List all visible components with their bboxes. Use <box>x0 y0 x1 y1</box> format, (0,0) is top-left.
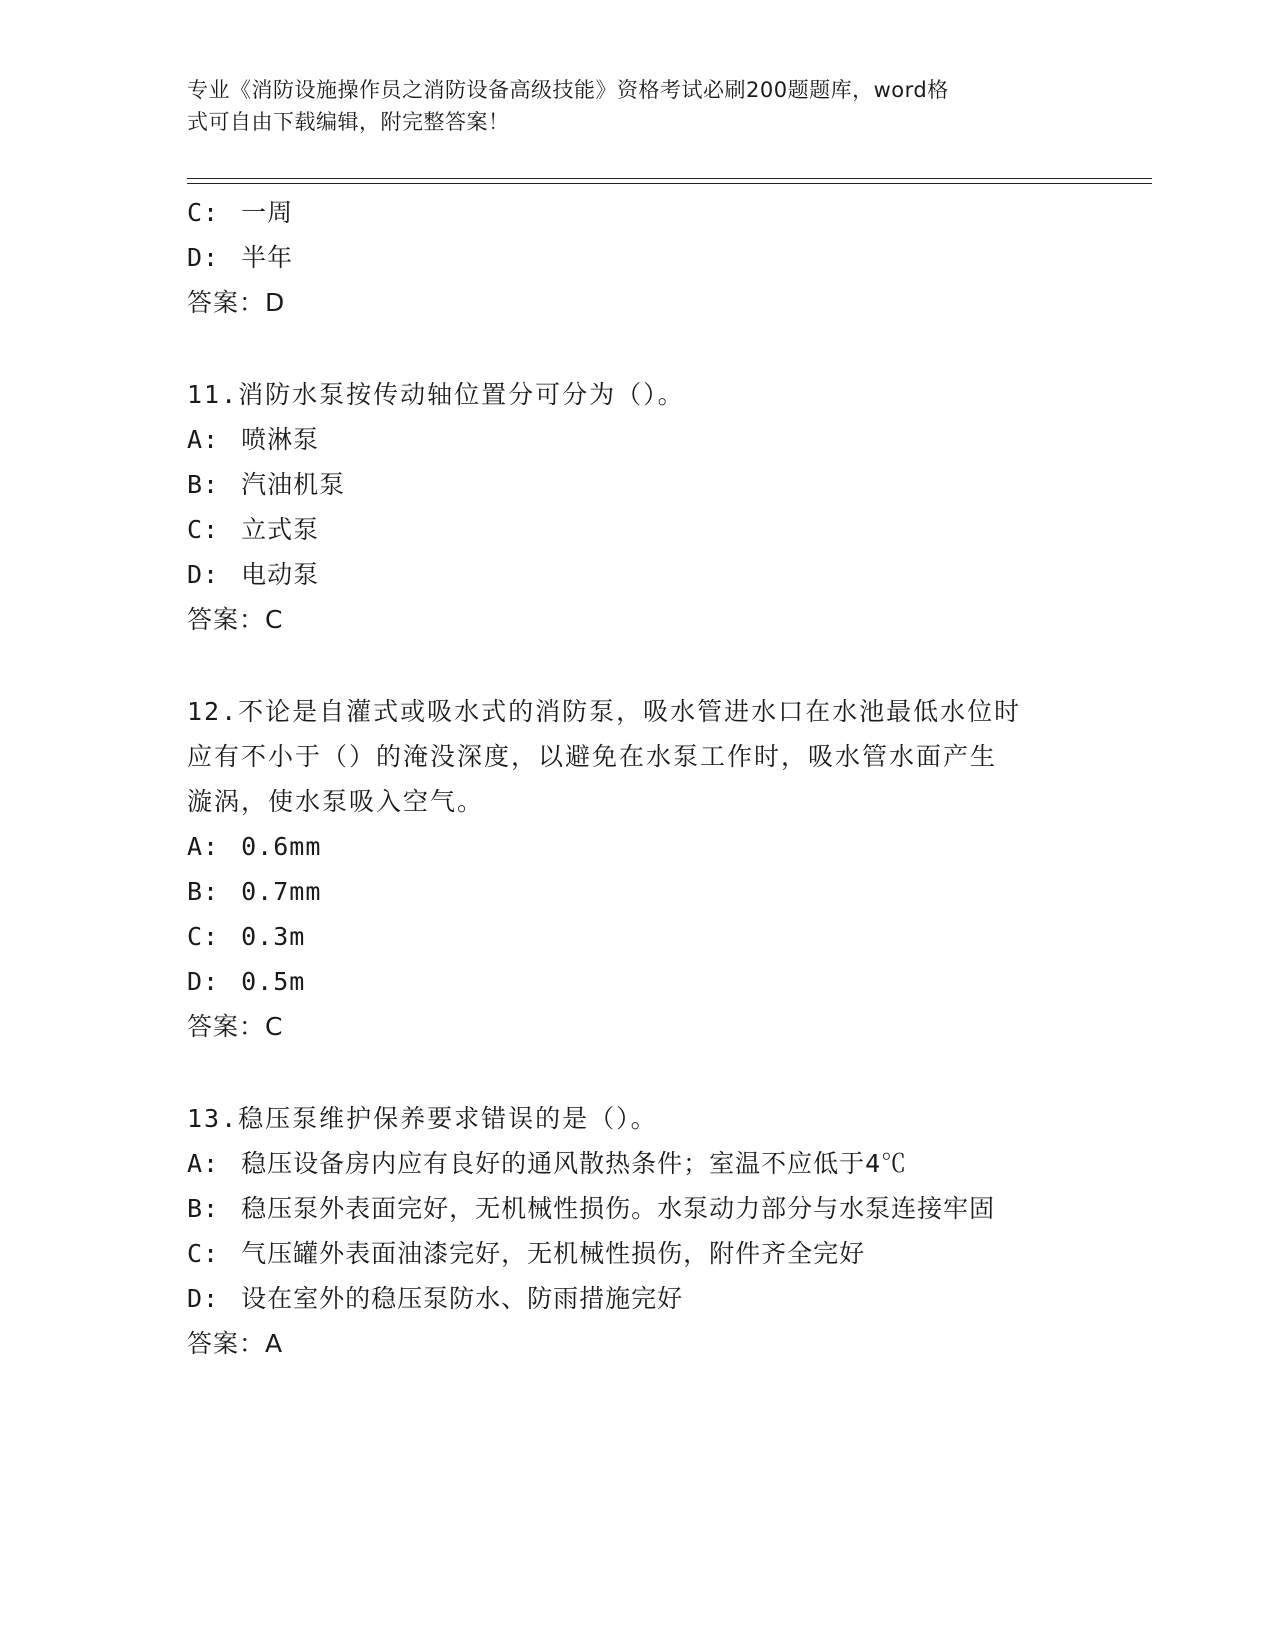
option-a <box>187 824 1087 869</box>
option-text: 0.3m <box>241 922 306 951</box>
option-text: 设在室外的稳压泵防水、防雨措施完好 <box>241 1284 684 1313</box>
option-text: 半年 <box>241 243 294 272</box>
option-key: A: <box>187 425 220 454</box>
option-text: 一周 <box>241 198 294 227</box>
option-text: 0.6mm <box>241 832 322 861</box>
option-key: A: <box>187 832 220 861</box>
answer-line: 答案：C <box>187 605 284 634</box>
option-c <box>187 914 1087 959</box>
header-rule-top <box>187 178 1152 179</box>
answer-line: 答案：D <box>187 288 286 317</box>
option-d <box>187 1276 1087 1321</box>
option-key: C: <box>187 198 220 227</box>
answer-line: 答案：A <box>187 1329 284 1358</box>
answer-line: 答案：C <box>187 1012 284 1041</box>
option-key: D: <box>187 560 220 589</box>
option-c <box>187 507 1087 552</box>
option-key: B: <box>187 470 220 499</box>
option-text: 稳压泵外表面完好，无机械性损伤。水泵动力部分与水泵连接牢固 <box>241 1194 996 1223</box>
option-key: B: <box>187 1194 220 1223</box>
option-d <box>187 552 1087 597</box>
option-text: 0.7mm <box>241 877 322 906</box>
option-a <box>187 417 1087 462</box>
header-line-2: 式可自由下载编辑，附完整答案！ <box>187 110 510 134</box>
option-key: C: <box>187 1239 220 1268</box>
option-b <box>187 869 1087 914</box>
option-text: 气压罐外表面油漆完好，无机械性损伤，附件齐全完好 <box>241 1239 866 1268</box>
option-key: D: <box>187 1284 220 1313</box>
option-text: 0.5m <box>241 967 306 996</box>
question-continuation <box>187 190 1087 325</box>
question-stem-line-3: 漩涡，使水泵吸入空气。 <box>187 787 485 816</box>
question-stem-line-1: 12.不论是自灌式或吸水式的消防泵，吸水管进水口在水池最低水位时 <box>187 697 1022 726</box>
option-d <box>187 235 1087 280</box>
option-c <box>187 1231 1087 1276</box>
option-b <box>187 462 1087 507</box>
option-key: B: <box>187 877 220 906</box>
question-11 <box>187 372 1087 642</box>
question-13 <box>187 1096 1087 1366</box>
question-stem-line-2: 应有不小于（）的淹没深度，以避免在水泵工作时，吸水管水面产生 <box>187 742 998 771</box>
option-text: 立式泵 <box>241 515 320 544</box>
option-text: 喷淋泵 <box>241 425 320 454</box>
option-key: C: <box>187 922 220 951</box>
option-text: 稳压设备房内应有良好的通风散热条件；室温不应低于4℃ <box>241 1149 908 1178</box>
header-line-1: 专业《消防设施操作员之消防设备高级技能》资格考试必刷200题题库，word格 <box>187 78 949 102</box>
option-key: A: <box>187 1149 220 1178</box>
option-c <box>187 190 1087 235</box>
option-b <box>187 1186 1087 1231</box>
question-list <box>187 190 1087 1366</box>
option-key: D: <box>187 967 220 996</box>
question-stem: 13.稳压泵维护保养要求错误的是（）。 <box>187 1104 658 1133</box>
option-text: 电动泵 <box>241 560 320 589</box>
document-header <box>187 74 1067 138</box>
question-stem: 11.消防水泵按传动轴位置分可分为（）。 <box>187 380 685 409</box>
option-key: D: <box>187 243 220 272</box>
option-text: 汽油机泵 <box>241 470 346 499</box>
option-key: C: <box>187 515 220 544</box>
header-rule-bottom <box>187 183 1152 184</box>
option-d <box>187 959 1087 1004</box>
question-12 <box>187 689 1087 1049</box>
option-a <box>187 1141 1087 1186</box>
